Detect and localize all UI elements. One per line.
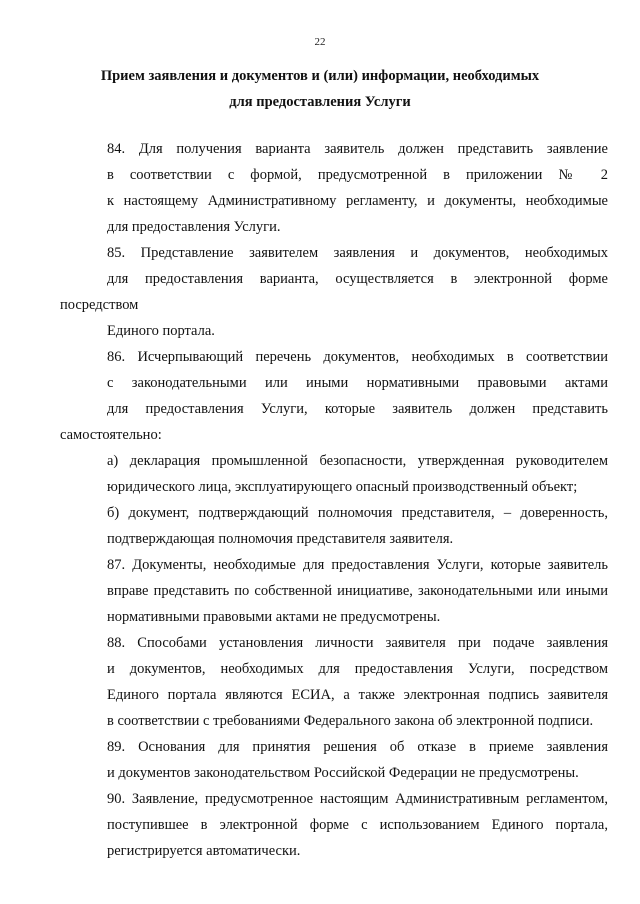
paragraph-85 [60, 240, 608, 344]
paragraph-line: подтверждающая полномочия представителя заявителя. [107, 531, 454, 547]
paragraph-line: 86. Исчерпывающий перечень документов, необходимых в соответствии [107, 349, 608, 365]
paragraph-88 [60, 630, 608, 734]
paragraph-line: в соответствии с формой, предусмотренной в приложении № 2 [107, 167, 608, 183]
paragraph-line: юридического лица, эксплуатирующего опасный производственный объект; [107, 479, 578, 495]
paragraph-line: и документов, необходимых для предоставления Услуги, посредством [107, 661, 608, 677]
document-body [60, 136, 608, 864]
heading-line: Прием заявления и документов и (или) информации, необходимых [100, 68, 540, 84]
paragraph-line: и документов законодательством Российской Федерации не предусмотрены. [107, 765, 579, 781]
heading-line: для предоставления Услуги [229, 94, 411, 110]
paragraph-90 [60, 786, 608, 864]
paragraph-line: 88. Способами установления личности заявителя при подаче заявления [107, 635, 608, 651]
paragraph-line: с законодательными или иными нормативными правовыми актами [107, 375, 608, 391]
paragraph-89 [60, 734, 608, 786]
paragraph-line: в соответствии с требованиями Федерального закона об электронной подписи. [107, 713, 594, 729]
paragraph-line: б) документ, подтверждающий полномочия представителя, – доверенность, [107, 505, 608, 521]
paragraph-86 [60, 344, 608, 448]
paragraph-line: Единого портала являются ЕСИА, а также электронная подпись заявителя [107, 687, 608, 703]
paragraph-line: поступившее в электронной форме с использованием Единого портала, [107, 817, 608, 833]
paragraph-line: 84. Для получения варианта заявитель должен представить заявление [107, 141, 608, 157]
paragraph-line: 90. Заявление, предусмотренное настоящим Административным регламентом, [107, 791, 608, 807]
paragraph-line: для предоставления Услуги. [107, 219, 281, 235]
paragraph-line: нормативными правовыми актами не предусмотрены. [107, 609, 441, 625]
paragraph-86b [60, 500, 608, 552]
paragraph-86a [60, 448, 608, 500]
paragraph-87 [60, 552, 608, 630]
section-heading [60, 63, 580, 115]
paragraph-line: Единого портала. [107, 323, 215, 339]
paragraph-line: 87. Документы, необходимые для предоставления Услуги, которые заявитель [107, 557, 608, 573]
paragraph-line: для предоставления варианта, осуществляется в электронной форме посредством [60, 271, 608, 313]
paragraph-line: к настоящему Административному регламенту, и документы, необходимые [107, 193, 608, 209]
paragraph-line: а) декларация промышленной безопасности, утвержденная руководителем [107, 453, 608, 469]
paragraph-line: 89. Основания для принятия решения об отказе в приеме заявления [107, 739, 608, 755]
paragraph-line: 85. Представление заявителем заявления и документов, необходимых [107, 245, 608, 261]
paragraph-line: для предоставления Услуги, которые заявитель должен представить самостоятельно: [60, 401, 608, 443]
paragraph-84 [60, 136, 608, 240]
paragraph-line: вправе представить по собственной инициативе, законодательными или иными [107, 583, 608, 599]
page-number: 22 [314, 36, 326, 48]
paragraph-line: регистрируется автоматически. [107, 843, 301, 859]
